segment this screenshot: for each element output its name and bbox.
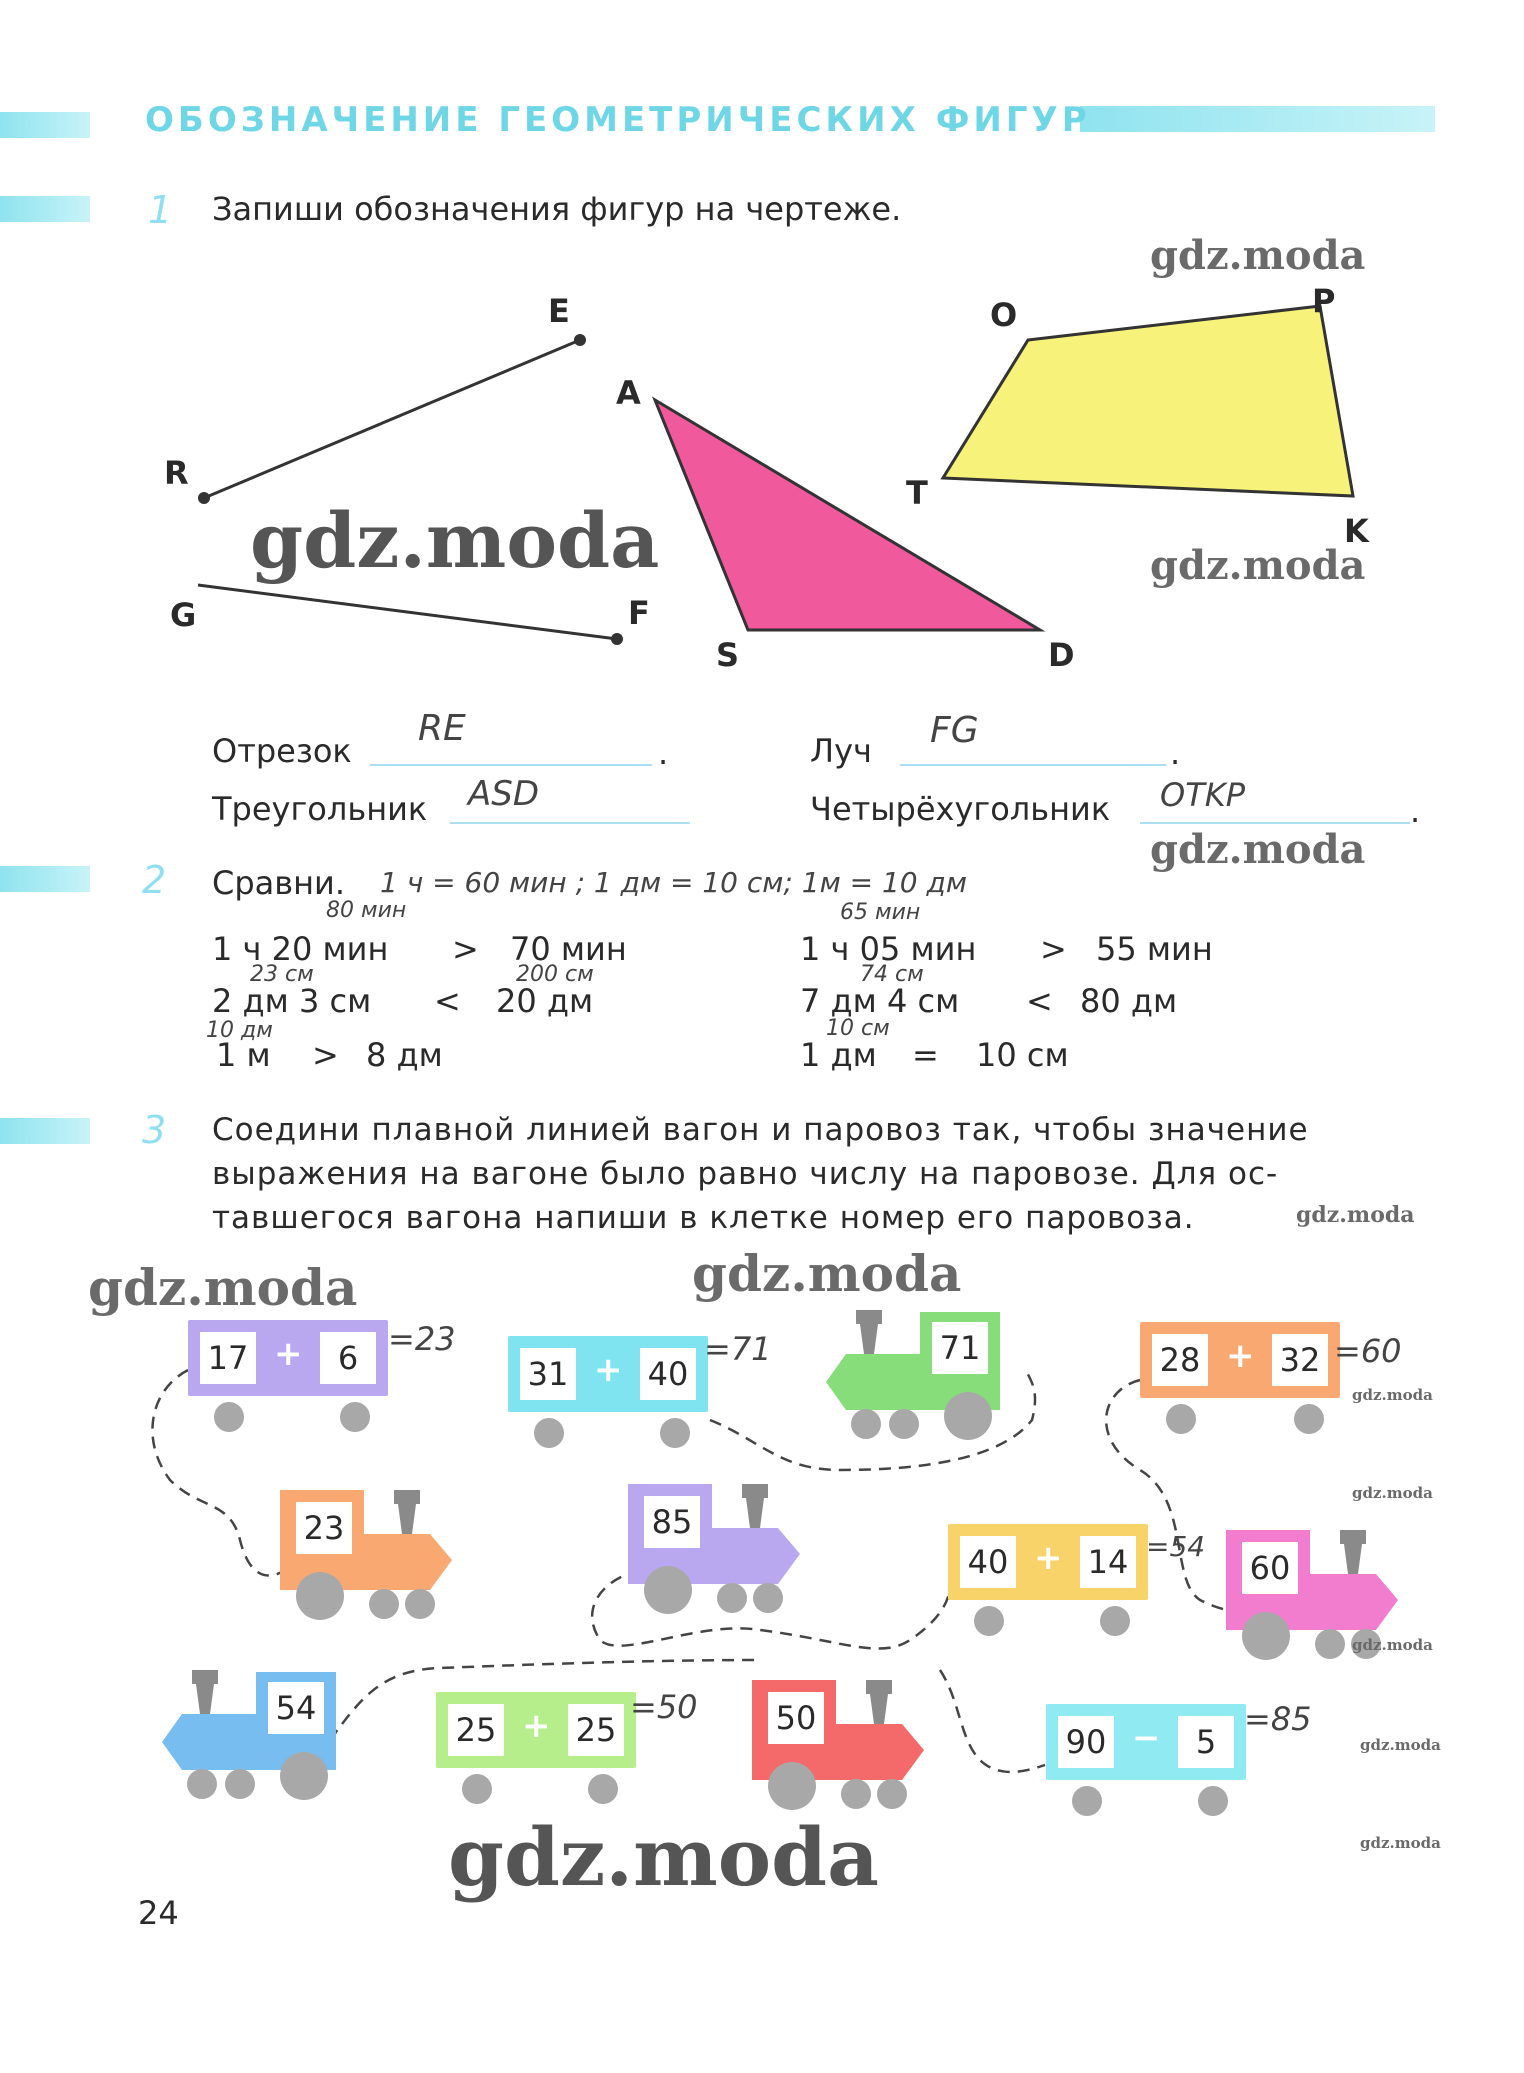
- engine-23-value: 23: [296, 1502, 352, 1554]
- task3-number: 3: [142, 1108, 167, 1152]
- point-r: [198, 492, 210, 504]
- ray-answer: FG: [930, 710, 979, 751]
- row-l2-left: 2 дм 3 см: [212, 982, 372, 1020]
- wagon-6-a: 90: [1058, 1716, 1114, 1768]
- label-o: O: [990, 296, 1018, 334]
- row-r2-right: 80 дм: [1080, 982, 1178, 1020]
- watermark: gdz.moda: [88, 1258, 358, 1317]
- watermark: gdz.moda: [1352, 1484, 1433, 1502]
- wagon-3-op: +: [1226, 1336, 1255, 1376]
- label-d: D: [1048, 636, 1075, 674]
- row-l3-sign: >: [312, 1036, 339, 1074]
- watermark: gdz.moda: [1352, 1386, 1433, 1404]
- wagon-1-b: 6: [320, 1332, 376, 1384]
- wagon-4-wheel: [974, 1606, 1004, 1636]
- row-l3-right: 8 дм: [366, 1036, 443, 1074]
- watermark: gdz.moda: [250, 496, 660, 585]
- engine-54: [162, 1670, 362, 1810]
- ray-answer-line: [900, 764, 1166, 766]
- segment-re: [204, 340, 580, 498]
- segment-answer-line: [370, 764, 652, 766]
- wagon-25-25: [436, 1692, 636, 1768]
- task3-line-2: выражения на вагоне было равно числу на паровозе. Для ос-: [212, 1156, 1279, 1192]
- wagon-28-32: [1140, 1322, 1340, 1398]
- wagon-3-a: 28: [1152, 1334, 1208, 1386]
- label-p: P: [1312, 282, 1336, 320]
- row-r2-left: 7 дм 4 см: [800, 982, 960, 1020]
- quad-label: Четырёхугольник: [810, 790, 1111, 828]
- wagon-1-wheel: [214, 1402, 244, 1432]
- label-s: S: [716, 636, 740, 674]
- row-r2-hint: 74 см: [860, 962, 924, 987]
- label-f: F: [628, 594, 650, 632]
- row-l2-hint: 23 см: [250, 962, 314, 987]
- quad-answer-line: [1140, 822, 1410, 824]
- quad-otkp: [943, 306, 1353, 496]
- row-r1-left: 1 ч 05 мин: [800, 930, 977, 968]
- ray-label: Луч: [810, 732, 872, 770]
- row-l1-sign: >: [452, 930, 479, 968]
- watermark: gdz.moda: [1150, 826, 1366, 873]
- wagon-5-wheel: [588, 1774, 618, 1804]
- row-l3-left: 1 м: [216, 1036, 271, 1074]
- engine-50-value: 50: [768, 1692, 824, 1744]
- wagon-40-14: [948, 1524, 1148, 1600]
- row-r3-hint: 10 см: [826, 1016, 890, 1041]
- wagon-31-40: [508, 1336, 708, 1412]
- segment-answer: RE: [418, 708, 466, 749]
- wagon-1-a: 17: [200, 1332, 256, 1384]
- wagon-3-b: 32: [1272, 1334, 1328, 1386]
- wagon-1-answer: =23: [388, 1320, 456, 1358]
- wagon-1-op: +: [274, 1334, 303, 1374]
- row-l1-right: 70 мин: [510, 930, 627, 968]
- row-r1-right: 55 мин: [1096, 930, 1213, 968]
- row-r1-sign: >: [1040, 930, 1067, 968]
- row-l2-sign: <: [434, 982, 461, 1020]
- label-t: T: [906, 474, 928, 512]
- task2-band: [0, 866, 90, 892]
- label-k: K: [1344, 512, 1369, 550]
- wagon-4-b: 14: [1080, 1536, 1136, 1588]
- row-l3-hint: 10 дм: [206, 1018, 273, 1043]
- task3-line-3: тавшегося вагона напиши в клетке номер его паровоза.: [212, 1200, 1195, 1236]
- watermark: gdz.moda: [1352, 1636, 1433, 1654]
- wagon-6-wheel: [1198, 1786, 1228, 1816]
- wagon-2-a: 31: [520, 1348, 576, 1400]
- wagon-4-a: 40: [960, 1536, 1016, 1588]
- watermark: gdz.moda: [692, 1244, 962, 1303]
- wagon-1-wheel: [340, 1402, 370, 1432]
- wagon-4-answer: =54: [1146, 1530, 1206, 1563]
- task2-note: 1 ч = 60 мин ; 1 дм = 10 см; 1м = 10 дм: [380, 866, 967, 899]
- wagon-4-op: +: [1034, 1538, 1063, 1578]
- point-e: [574, 334, 586, 346]
- page-number: 24: [138, 1894, 179, 1932]
- ray-fg: [198, 585, 617, 639]
- wagon-6-op: −: [1132, 1718, 1161, 1758]
- wagon-2-op: +: [594, 1350, 623, 1390]
- watermark: gdz.moda: [1150, 232, 1366, 279]
- wagon-4-wheel: [1100, 1606, 1130, 1636]
- label-r: R: [164, 454, 189, 492]
- wagon-17-6: [188, 1320, 388, 1396]
- row-l2-right: 20 дм: [496, 982, 594, 1020]
- triangle-answer-line: [450, 822, 690, 824]
- wagon-6-wheel: [1072, 1786, 1102, 1816]
- page-title: ОБОЗНАЧЕНИЕ ГЕОМЕТРИЧЕСКИХ ФИГУР: [145, 100, 1091, 140]
- row-l1-left: 1 ч 20 мин: [212, 930, 389, 968]
- watermark: gdz.moda: [1360, 1736, 1441, 1754]
- geometry-drawing: [0, 0, 1524, 700]
- wagon-3-answer: =60: [1334, 1332, 1402, 1370]
- watermark: gdz.moda: [1296, 1202, 1415, 1228]
- task1-text: Запиши обозначения фигур на чертеже.: [212, 190, 902, 228]
- engine-85-value: 85: [644, 1496, 700, 1548]
- segment-label: Отрезок: [212, 732, 352, 770]
- row-r2-sign: <: [1026, 982, 1053, 1020]
- wagon-5-a: 25: [448, 1704, 504, 1756]
- wagon-3-wheel: [1166, 1404, 1196, 1434]
- wagon-5-op: +: [522, 1706, 551, 1746]
- wagon-5-b: 25: [568, 1704, 624, 1756]
- wagon-5-answer: =50: [630, 1688, 698, 1726]
- row-r3-right: 10 см: [976, 1036, 1069, 1074]
- row-r3-left: 1 дм: [800, 1036, 877, 1074]
- task2-number: 2: [142, 858, 167, 902]
- row-r3-sign: =: [912, 1036, 939, 1074]
- engine-54-value: 54: [268, 1682, 324, 1734]
- wagon-5-wheel: [462, 1774, 492, 1804]
- wagon-3-wheel: [1294, 1404, 1324, 1434]
- wagon-6-answer: =85: [1244, 1700, 1312, 1738]
- task2-text: Сравни.: [212, 864, 346, 902]
- task1-number: 1: [148, 188, 173, 232]
- wagon-2-answer: =71: [704, 1330, 772, 1368]
- ray-dot: .: [1170, 734, 1181, 772]
- label-a: A: [616, 374, 641, 412]
- engine-71-value: 71: [932, 1322, 988, 1374]
- triangle-answer: ASD: [468, 774, 540, 814]
- quad-answer: OTKP: [1160, 776, 1246, 814]
- wagon-90-5: [1046, 1704, 1246, 1780]
- wagon-2-b: 40: [640, 1348, 696, 1400]
- wagon-2-wheel: [660, 1418, 690, 1448]
- label-e: E: [548, 292, 570, 330]
- triangle-label: Треугольник: [212, 790, 428, 828]
- quad-dot: .: [1410, 792, 1421, 830]
- engine-60-value: 60: [1242, 1542, 1298, 1594]
- row-l2-hint2: 200 см: [516, 962, 594, 987]
- row-l1-hint: 80 мин: [326, 898, 407, 923]
- watermark: gdz.moda: [448, 1810, 879, 1904]
- segment-dot: .: [658, 734, 669, 772]
- label-g: G: [170, 596, 197, 634]
- watermark: gdz.moda: [1150, 542, 1366, 589]
- wagon-6-b: 5: [1178, 1716, 1234, 1768]
- task3-line-1: Соедини плавной линией вагон и паровоз так, чтобы значение: [212, 1112, 1309, 1148]
- row-r1-hint: 65 мин: [840, 900, 921, 925]
- wagon-2-wheel: [534, 1418, 564, 1448]
- watermark: gdz.moda: [1360, 1834, 1441, 1852]
- engine-71: [826, 1310, 1026, 1450]
- point-f: [611, 633, 623, 645]
- task3-band: [0, 1118, 90, 1144]
